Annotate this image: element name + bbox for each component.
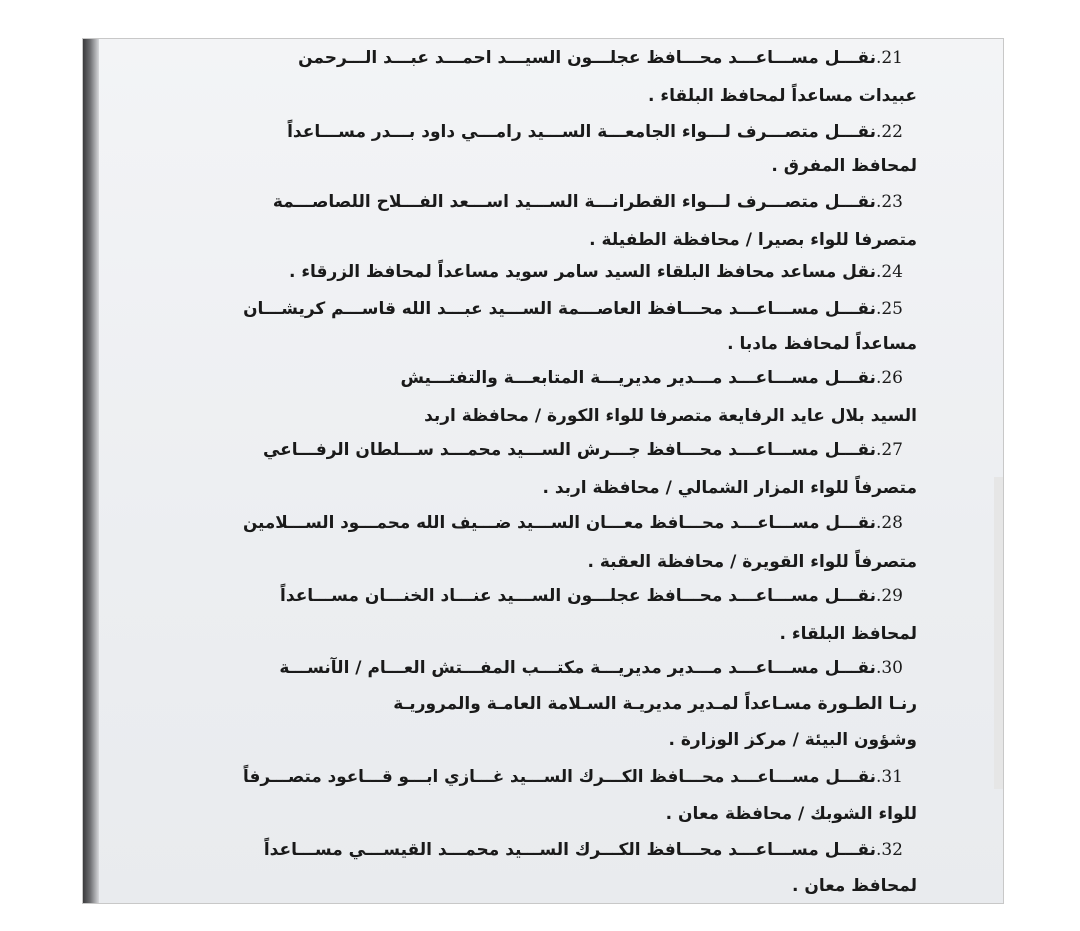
item-number: 22.	[875, 122, 903, 142]
item-first-line	[243, 511, 903, 533]
item-first-line	[280, 585, 903, 607]
item-number: 21.	[875, 48, 903, 68]
item-number: 25.	[875, 299, 903, 319]
item-number: 24.	[875, 262, 903, 282]
item-text: نقـــل مســـاعـــد محـــافظ الكـــرك الســـيد محمـــد القيســـي مســـاعداً	[263, 840, 876, 860]
item-first-line	[401, 367, 903, 389]
item-line: متصرفا للواء بصيرا / محافظة الطفيلة .	[589, 230, 917, 250]
document-photo	[82, 38, 1004, 904]
item-number: 23.	[875, 192, 903, 212]
item-line: متصرفاً للواء المزار الشمالي / محافظة اربد .	[542, 478, 917, 498]
item-text: نقـــل مســـاعـــد محـــافظ جـــرش الســـيد محمـــد ســـلطان الرفـــاعي	[262, 440, 876, 460]
item-line: لمحافظ المفرق .	[771, 156, 917, 176]
item-line: مساعداً لمحافظ مادبا .	[727, 334, 917, 354]
item-number: 26.	[875, 368, 903, 388]
item-first-line	[243, 765, 903, 787]
page-edge-shadow	[83, 39, 99, 903]
item-line: رنـا الطـورة مسـاعداً لمـدير مديريـة السـلامة العامـة والمروريـة	[393, 694, 917, 714]
item-first-line	[263, 439, 903, 461]
item-first-line	[289, 261, 903, 283]
item-text: نقـــل متصـــرف لـــواء القطرانـــة الســـيد اســـعد الفـــلاح اللصاصـــمة	[272, 192, 876, 212]
item-first-line	[243, 297, 903, 319]
item-text: نقـــل متصـــرف لـــواء الجامعـــة الســـيد رامـــي داود بـــدر مســـاعداً	[287, 122, 876, 142]
item-number: 32.	[875, 840, 903, 860]
item-first-line	[264, 839, 903, 861]
item-line: عبيدات مساعداً لمحافظ البلقاء .	[648, 86, 917, 106]
item-text: نقـــل مســـاعـــد محـــافظ العاصـــمة الســـيد عبـــد الله قاســـم كريشـــان	[243, 298, 876, 318]
item-line: السيد بلال عايد الرفايعة متصرفا للواء الكورة / محافظة اربد	[424, 406, 917, 426]
item-text: نقـــل مســـاعـــد مـــدير مديريـــة مكتـــب المفـــتش العـــام / الآنســـة	[279, 658, 876, 678]
item-number: 29.	[875, 586, 903, 606]
item-first-line	[273, 191, 903, 213]
item-line: وشؤون البيئة / مركز الوزارة .	[668, 730, 917, 750]
item-line: لمحافظ البلقاء .	[779, 624, 917, 644]
margin-strip	[994, 477, 1003, 789]
item-line: لمحافظ معان .	[791, 876, 917, 896]
item-line: للواء الشوبك / محافظة معان .	[665, 804, 917, 824]
item-number: 28.	[875, 513, 903, 533]
item-text: نقـــل مســـاعـــد محـــافظ معـــان الســـيد ضـــيف الله محمـــود الســـلامين	[242, 512, 876, 532]
item-first-line	[287, 121, 903, 143]
item-first-line	[298, 47, 903, 69]
item-line: متصرفاً للواء القويرة / محافظة العقبة .	[587, 552, 917, 572]
item-number: 30.	[875, 658, 903, 678]
item-text: نقـــل مســـاعـــد محـــافظ عجلـــون السيـــد احمـــد عبـــد الـــرحمن	[298, 48, 876, 68]
item-number: 31.	[875, 767, 903, 787]
item-first-line	[279, 657, 903, 679]
item-text: نقل مساعد محافظ البلقاء السيد سامر سويد مساعداً لمحافظ الزرقاء .	[288, 262, 876, 282]
item-text: نقـــل مســـاعـــد مـــدير مديريـــة المتابعـــة والتفتـــيش	[400, 368, 876, 388]
item-number: 27.	[875, 440, 903, 460]
item-text: نقـــل مســـاعـــد محـــافظ الكـــرك الســـيد غـــازي ابـــو قـــاعود متصـــرفاً	[243, 766, 876, 786]
item-text: نقـــل مســـاعـــد محـــافظ عجلـــون الســـيد عنـــاد الخنـــان مســـاعداً	[280, 586, 876, 606]
